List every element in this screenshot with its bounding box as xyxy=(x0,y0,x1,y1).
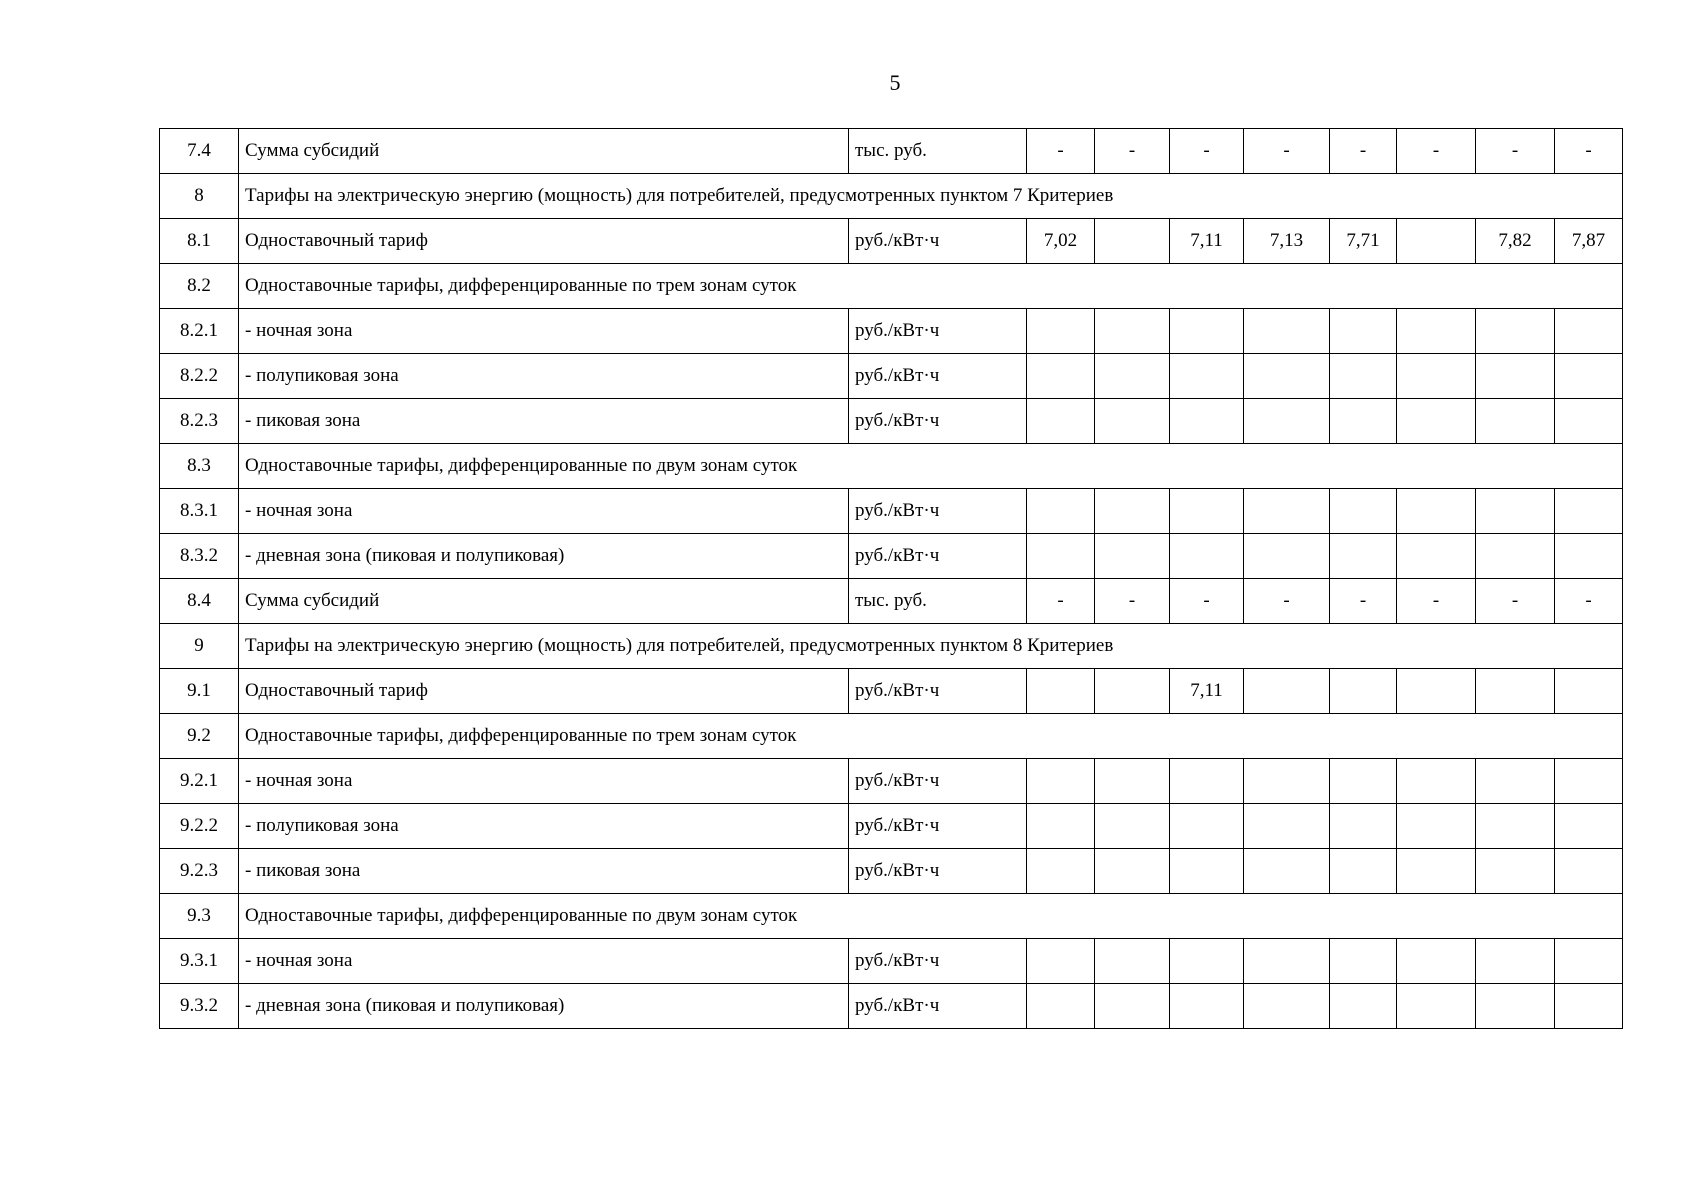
section-row xyxy=(160,444,1623,489)
value-cell xyxy=(1170,759,1244,804)
row-number: 9.2.3 xyxy=(160,849,239,894)
row-name: - дневная зона (пиковая и полупиковая) xyxy=(239,984,849,1029)
row-name: - ночная зона xyxy=(239,759,849,804)
value-cell xyxy=(1476,489,1555,534)
value-cell xyxy=(1476,984,1555,1029)
row-name: Сумма субсидий xyxy=(239,579,849,624)
row-unit: руб./кВт·ч xyxy=(849,219,1027,264)
value-cell: - xyxy=(1330,129,1397,174)
value-cell xyxy=(1476,534,1555,579)
value-cell: 7,71 xyxy=(1330,219,1397,264)
value-cell xyxy=(1244,804,1330,849)
value-cell xyxy=(1397,984,1476,1029)
value-cell xyxy=(1555,354,1623,399)
row-name: - полупиковая зона xyxy=(239,804,849,849)
value-cell xyxy=(1170,399,1244,444)
row-number: 9.3.2 xyxy=(160,984,239,1029)
value-cell xyxy=(1244,399,1330,444)
value-cell xyxy=(1027,534,1095,579)
value-cell xyxy=(1330,669,1397,714)
value-cell xyxy=(1330,309,1397,354)
row-unit: руб./кВт·ч xyxy=(849,804,1027,849)
row-number: 9.1 xyxy=(160,669,239,714)
row-number: 8.1 xyxy=(160,219,239,264)
value-cell: - xyxy=(1397,129,1476,174)
value-cell: - xyxy=(1027,129,1095,174)
value-cell xyxy=(1555,984,1623,1029)
row-unit: руб./кВт·ч xyxy=(849,984,1027,1029)
value-cell xyxy=(1397,309,1476,354)
value-cell xyxy=(1095,219,1170,264)
value-cell xyxy=(1244,849,1330,894)
row-number: 8.2.3 xyxy=(160,399,239,444)
section-title: Одноставочные тарифы, дифференцированные по двум зонам суток xyxy=(239,894,1623,939)
value-cell xyxy=(1170,939,1244,984)
row-unit: руб./кВт·ч xyxy=(849,489,1027,534)
value-cell xyxy=(1027,309,1095,354)
row-unit: руб./кВт·ч xyxy=(849,399,1027,444)
row-unit: руб./кВт·ч xyxy=(849,534,1027,579)
value-cell xyxy=(1170,534,1244,579)
row-name: - пиковая зона xyxy=(239,399,849,444)
value-cell: 7,02 xyxy=(1027,219,1095,264)
row-name: Сумма субсидий xyxy=(239,129,849,174)
value-cell xyxy=(1170,354,1244,399)
value-cell xyxy=(1555,534,1623,579)
table-row xyxy=(160,534,1623,579)
row-number: 8.3 xyxy=(160,444,239,489)
value-cell xyxy=(1330,804,1397,849)
row-number: 8.2.1 xyxy=(160,309,239,354)
section-row xyxy=(160,264,1623,309)
value-cell xyxy=(1095,489,1170,534)
value-cell xyxy=(1330,849,1397,894)
section-title: Одноставочные тарифы, дифференцированные по трем зонам суток xyxy=(239,714,1623,759)
value-cell xyxy=(1095,984,1170,1029)
row-number: 8 xyxy=(160,174,239,219)
value-cell xyxy=(1027,354,1095,399)
table-row xyxy=(160,219,1623,264)
value-cell: - xyxy=(1244,579,1330,624)
value-cell xyxy=(1397,354,1476,399)
table-row xyxy=(160,804,1623,849)
value-cell: - xyxy=(1330,579,1397,624)
value-cell xyxy=(1397,219,1476,264)
value-cell xyxy=(1027,759,1095,804)
value-cell xyxy=(1170,489,1244,534)
value-cell: - xyxy=(1555,579,1623,624)
row-unit: руб./кВт·ч xyxy=(849,759,1027,804)
page-number: 5 xyxy=(889,70,901,95)
value-cell xyxy=(1555,669,1623,714)
tariff-table xyxy=(159,128,1623,1029)
value-cell: - xyxy=(1244,129,1330,174)
table-body xyxy=(160,129,1623,1029)
value-cell xyxy=(1095,534,1170,579)
value-cell xyxy=(1244,669,1330,714)
value-cell xyxy=(1330,534,1397,579)
value-cell xyxy=(1330,489,1397,534)
row-unit: руб./кВт·ч xyxy=(849,939,1027,984)
value-cell xyxy=(1170,804,1244,849)
value-cell: - xyxy=(1095,129,1170,174)
value-cell xyxy=(1027,984,1095,1029)
row-number: 9.2.1 xyxy=(160,759,239,804)
row-number: 7.4 xyxy=(160,129,239,174)
value-cell xyxy=(1476,804,1555,849)
section-row xyxy=(160,624,1623,669)
row-number: 8.3.2 xyxy=(160,534,239,579)
value-cell xyxy=(1397,804,1476,849)
value-cell xyxy=(1027,849,1095,894)
value-cell: - xyxy=(1027,579,1095,624)
value-cell xyxy=(1397,939,1476,984)
value-cell: 7,11 xyxy=(1170,219,1244,264)
value-cell xyxy=(1555,804,1623,849)
value-cell xyxy=(1555,399,1623,444)
table-row xyxy=(160,849,1623,894)
row-number: 8.4 xyxy=(160,579,239,624)
value-cell xyxy=(1476,849,1555,894)
value-cell xyxy=(1244,534,1330,579)
value-cell xyxy=(1095,669,1170,714)
value-cell xyxy=(1476,939,1555,984)
value-cell xyxy=(1330,399,1397,444)
section-title: Одноставочные тарифы, дифференцированные по трем зонам суток xyxy=(239,264,1623,309)
value-cell xyxy=(1330,984,1397,1029)
value-cell xyxy=(1397,534,1476,579)
section-row xyxy=(160,174,1623,219)
table-row xyxy=(160,669,1623,714)
value-cell xyxy=(1095,354,1170,399)
value-cell xyxy=(1555,309,1623,354)
value-cell xyxy=(1397,759,1476,804)
value-cell: 7,11 xyxy=(1170,669,1244,714)
value-cell xyxy=(1330,939,1397,984)
table-row xyxy=(160,489,1623,534)
row-name: - дневная зона (пиковая и полупиковая) xyxy=(239,534,849,579)
section-title: Одноставочные тарифы, дифференцированные по двум зонам суток xyxy=(239,444,1623,489)
value-cell: - xyxy=(1170,579,1244,624)
value-cell xyxy=(1244,489,1330,534)
value-cell xyxy=(1476,354,1555,399)
row-unit: тыс. руб. xyxy=(849,579,1027,624)
row-name: - ночная зона xyxy=(239,939,849,984)
row-unit: руб./кВт·ч xyxy=(849,669,1027,714)
section-row xyxy=(160,894,1623,939)
value-cell: - xyxy=(1095,579,1170,624)
row-number: 9.3.1 xyxy=(160,939,239,984)
value-cell xyxy=(1095,309,1170,354)
row-number: 9.2 xyxy=(160,714,239,759)
value-cell xyxy=(1095,849,1170,894)
value-cell: - xyxy=(1397,579,1476,624)
row-number: 8.3.1 xyxy=(160,489,239,534)
row-number: 9.2.2 xyxy=(160,804,239,849)
table-row xyxy=(160,354,1623,399)
table-row xyxy=(160,129,1623,174)
value-cell xyxy=(1244,354,1330,399)
value-cell xyxy=(1244,984,1330,1029)
value-cell: - xyxy=(1170,129,1244,174)
value-cell xyxy=(1244,309,1330,354)
value-cell xyxy=(1476,399,1555,444)
row-number: 8.2.2 xyxy=(160,354,239,399)
value-cell xyxy=(1330,354,1397,399)
value-cell xyxy=(1095,939,1170,984)
value-cell xyxy=(1027,669,1095,714)
table-row xyxy=(160,939,1623,984)
value-cell xyxy=(1397,399,1476,444)
value-cell xyxy=(1397,669,1476,714)
value-cell xyxy=(1555,759,1623,804)
row-name: - полупиковая зона xyxy=(239,354,849,399)
value-cell: - xyxy=(1476,129,1555,174)
value-cell xyxy=(1027,939,1095,984)
section-title: Тарифы на электрическую энергию (мощность) для потребителей, предусмотренных пунктом 8 Критериев xyxy=(239,624,1623,669)
section-row xyxy=(160,714,1623,759)
value-cell xyxy=(1244,759,1330,804)
row-name: - ночная зона xyxy=(239,309,849,354)
row-unit: руб./кВт·ч xyxy=(849,354,1027,399)
value-cell xyxy=(1027,399,1095,444)
row-unit: руб./кВт·ч xyxy=(849,309,1027,354)
value-cell xyxy=(1095,399,1170,444)
value-cell: - xyxy=(1476,579,1555,624)
row-unit: тыс. руб. xyxy=(849,129,1027,174)
row-name: Одноставочный тариф xyxy=(239,219,849,264)
table-row xyxy=(160,399,1623,444)
value-cell xyxy=(1244,939,1330,984)
table-row xyxy=(160,984,1623,1029)
row-unit: руб./кВт·ч xyxy=(849,849,1027,894)
row-name: - ночная зона xyxy=(239,489,849,534)
value-cell: 7,82 xyxy=(1476,219,1555,264)
row-number: 9 xyxy=(160,624,239,669)
value-cell xyxy=(1095,759,1170,804)
value-cell: 7,87 xyxy=(1555,219,1623,264)
value-cell xyxy=(1330,759,1397,804)
value-cell xyxy=(1027,804,1095,849)
table-row xyxy=(160,759,1623,804)
row-number: 8.2 xyxy=(160,264,239,309)
value-cell xyxy=(1555,939,1623,984)
value-cell xyxy=(1476,669,1555,714)
value-cell xyxy=(1555,849,1623,894)
value-cell xyxy=(1095,804,1170,849)
value-cell xyxy=(1170,309,1244,354)
value-cell xyxy=(1397,849,1476,894)
value-cell: 7,13 xyxy=(1244,219,1330,264)
row-name: Одноставочный тариф xyxy=(239,669,849,714)
value-cell xyxy=(1170,849,1244,894)
value-cell xyxy=(1397,489,1476,534)
row-number: 9.3 xyxy=(160,894,239,939)
section-title: Тарифы на электрическую энергию (мощность) для потребителей, предусмотренных пунктом 7 Критериев xyxy=(239,174,1623,219)
value-cell xyxy=(1027,489,1095,534)
table-row xyxy=(160,309,1623,354)
value-cell xyxy=(1555,489,1623,534)
value-cell xyxy=(1476,309,1555,354)
value-cell: - xyxy=(1555,129,1623,174)
value-cell xyxy=(1170,984,1244,1029)
value-cell xyxy=(1476,759,1555,804)
row-name: - пиковая зона xyxy=(239,849,849,894)
table-row xyxy=(160,579,1623,624)
